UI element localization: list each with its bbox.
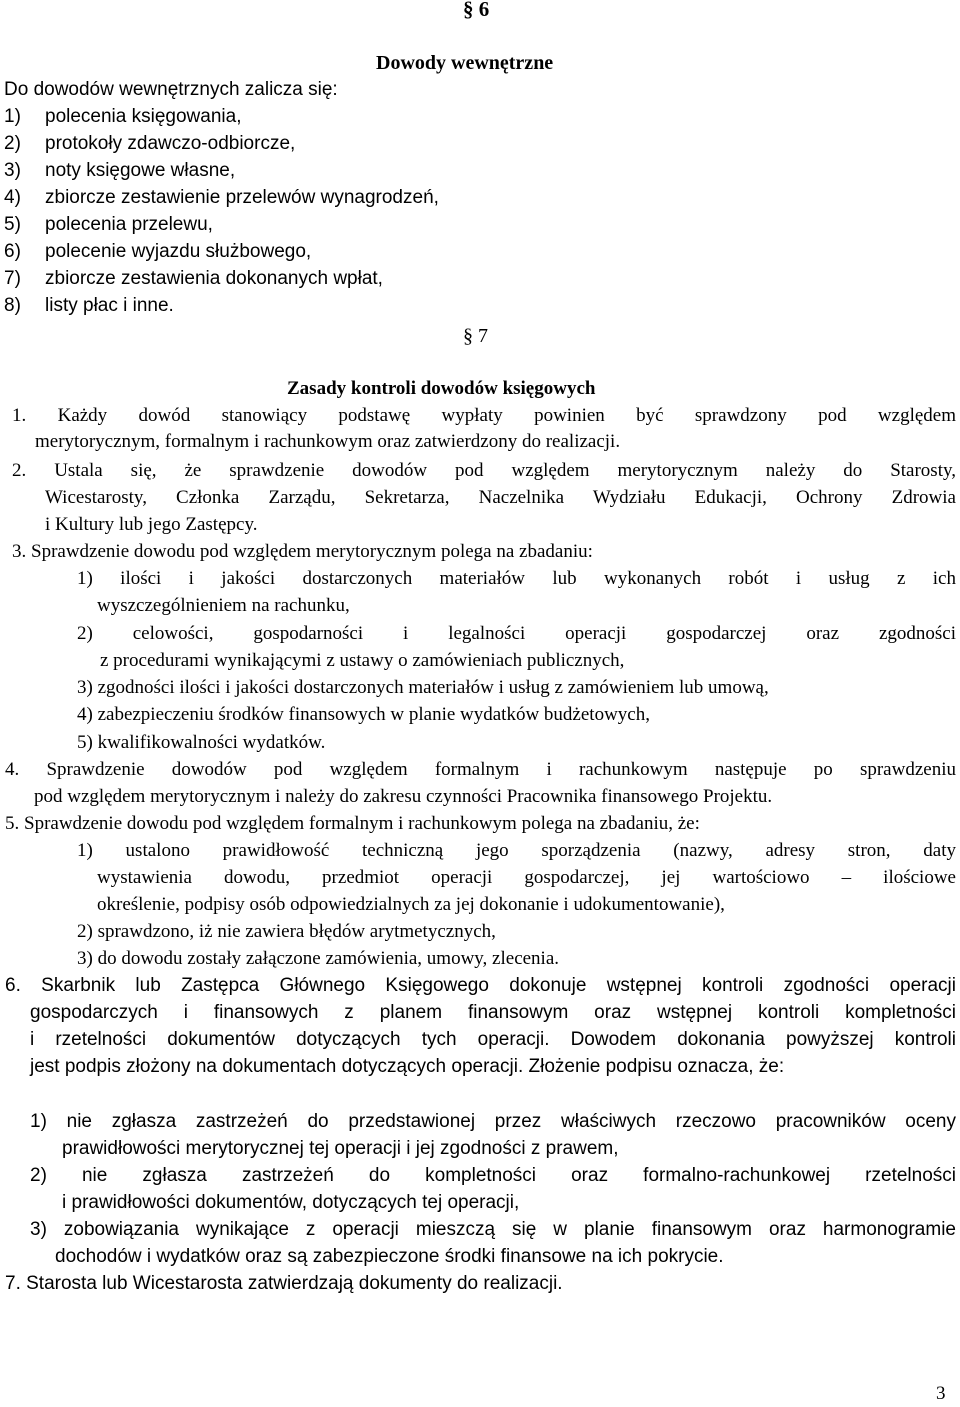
list-item: polecenia przelewu, [45,214,213,235]
paragraph-5-item-cont: określenie, podpisy osób odpowiedzialnych za jej dokonanie i udokumentowanie), [97,894,725,915]
paragraph-6-item: 1) nie zgłasza zastrzeżeń do przedstawionej przez właściwych rzeczowo pracowników oceny [30,1111,956,1132]
paragraph-1-line: merytorycznym, formalnym i rachunkowym oraz zatwierdzony do realizacji. [35,431,621,452]
paragraph-6-line: jest podpis złożony na dokumentach dotyczących operacji. Złożenie podpisu oznacza, że: [30,1056,785,1077]
paragraph-6-item: 3) zobowiązania wynikające z operacji mieszczą się w planie finansowym oraz harmonogramie [30,1219,956,1240]
list-item-number: 8) [4,295,21,316]
list-item-number: 1) [4,106,21,127]
paragraph-3-item: 2) celowości, gospodarności i legalności operacji gospodarczej oraz zgodności [77,623,956,644]
paragraph-2-line: i Kultury lub jego Zastępcy. [45,514,258,535]
paragraph-5-item: 2) sprawdzono, iż nie zawiera błędów arytmetycznych, [77,921,496,942]
paragraph-5-item-cont: wystawienia dowodu, przedmiot operacji gospodarczej, jej wartościowo – ilościowe [97,867,956,888]
paragraph-5-item: 1) ustalono prawidłowość techniczną jego sporządzenia (nazwy, adresy stron, daty [77,840,956,861]
list-item: zbiorcze zestawienie przelewów wynagrodzeń, [45,187,439,208]
paragraph-4-line: 4. Sprawdzenie dowodów pod względem formalnym i rachunkowym następuje po sprawdzeniu [5,759,956,780]
section-6-number: § 6 [463,0,490,21]
paragraph-3-item-cont: wyszczególnieniem na rachunku, [97,595,350,616]
section-6-intro: Do dowodów wewnętrznych zalicza się: [4,79,338,100]
list-item-number: 4) [4,187,21,208]
section-6-title: Dowody wewnętrzne [376,52,554,74]
paragraph-3-item: 1) ilości i jakości dostarczonych materiałów lub wykonanych robót i usług z ich [77,568,956,589]
paragraph-6-line: gospodarczych i finansowych z planem finansowym oraz wstępnej kontroli kompletności [30,1002,956,1023]
list-item-number: 5) [4,214,21,235]
paragraph-6-line: 6. Skarbnik lub Zastępca Głównego Księgowego dokonuje wstępnej kontroli zgodności operacji [5,975,956,996]
paragraph-6-item-cont: i prawidłowości dokumentów, dotyczących tej operacji, [62,1192,520,1213]
list-item: listy płac i inne. [45,295,174,316]
paragraph-6-item-cont: dochodów i wydatków oraz są zabezpieczone środki finansowe na ich pokrycie. [55,1246,724,1267]
list-item-number: 2) [4,133,21,154]
paragraph-1-line: 1. Każdy dowód stanowiący podstawę wypłaty powinien być sprawdzony pod względem [12,405,956,426]
paragraph-3-item: 4) zabezpieczeniu środków finansowych w planie wydatków budżetowych, [77,704,650,725]
list-item: polecenie wyjazdu służbowego, [45,241,312,262]
section-7-number: § 7 [463,325,488,347]
paragraph-3-item-cont: z procedurami wynikającymi z ustawy o zamówieniach publicznych, [100,650,625,671]
list-item-number: 6) [4,241,21,262]
paragraph-2-line: 2. Ustala się, że sprawdzenie dowodów pod względem merytorycznym należy do Starosty, [12,460,956,481]
list-item: protokoły zdawczo-odbiorcze, [45,133,296,154]
paragraph-4-line: pod względem merytorycznym i należy do zakresu czynności Pracownika finansowego Projektu. [34,786,773,807]
list-item-number: 7) [4,268,21,289]
paragraph-3-lead: 3. Sprawdzenie dowodu pod względem merytorycznym polega na zbadaniu: [12,541,593,562]
paragraph-6-line: i rzetelności dokumentów dotyczących tych operacji. Dowodem dokonania powyższej kontroli [30,1029,956,1050]
paragraph-2-line: Wicestarosty, Członka Zarządu, Sekretarza, Naczelnika Wydziału Edukacji, Ochrony Zdrowia [45,487,956,508]
paragraph-3-item: 5) kwalifikowalności wydatków. [77,732,326,753]
paragraph-5-lead: 5. Sprawdzenie dowodu pod względem formalnym i rachunkowym polega na zbadaniu, że: [5,813,700,834]
page-number: 3 [936,1383,946,1404]
list-item: polecenia księgowania, [45,106,242,127]
list-item: noty księgowe własne, [45,160,236,181]
paragraph-5-item: 3) do dowodu zostały załączone zamówienia, umowy, zlecenia. [77,948,560,969]
paragraph-6-item: 2) nie zgłasza zastrzeżeń do kompletności oraz formalno-rachunkowej rzetelności [30,1165,956,1186]
paragraph-7: 7. Starosta lub Wicestarosta zatwierdzają dokumenty do realizacji. [5,1273,563,1294]
list-item-number: 3) [4,160,21,181]
paragraph-6-item-cont: prawidłowości merytorycznej tej operacji i jej zgodności z prawem, [62,1138,619,1159]
paragraph-3-item: 3) zgodności ilości i jakości dostarczonych materiałów i usług z zamówieniem lub umową, [77,677,769,698]
section-7-title: Zasady kontroli dowodów księgowych [287,378,596,399]
list-item: zbiorcze zestawienia dokonanych wpłat, [45,268,383,289]
